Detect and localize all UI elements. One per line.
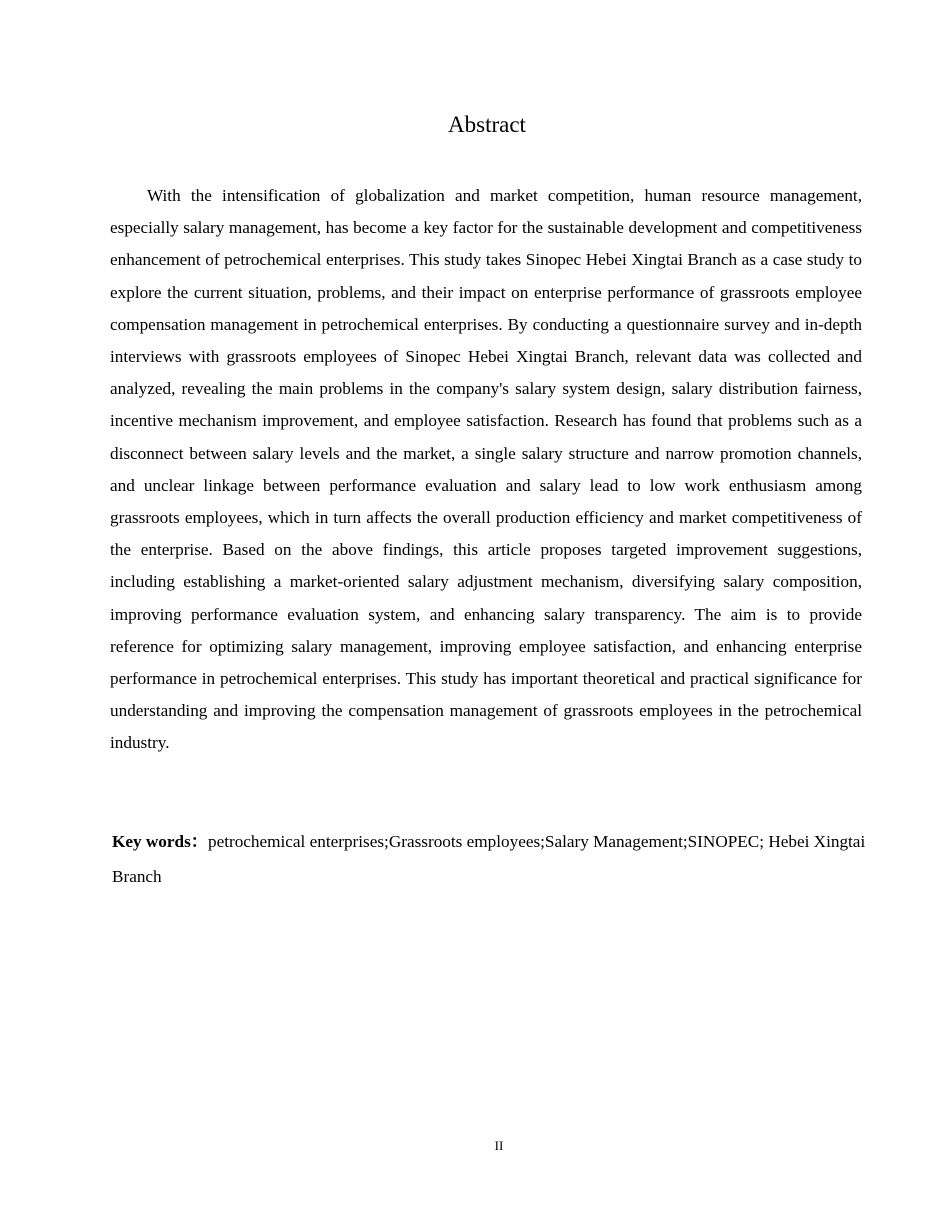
abstract-paragraph: With the intensification of globalization and market competition, human resource management, especially salary management, has become a key factor for the sustainable development and competitiveness enhancement of petrochemical enterprises. This study takes Sinopec Hebei Xingtai Branch as a case study to explore the current situation, problems, and their impact on enterprise performance of grassroots employee compensation management in petrochemical enterprises. By conducting a questionnaire survey and in-depth interviews with grassroots employees of Sinopec Hebei Xingtai Branch, relevant data was collected and analyzed, revealing the main problems in the company's salary system design, salary distribution fairness, incentive mechanism improvement, and employee satisfaction. Research has found that problems such as a disconnect between salary levels and the market, a single salary structure and narrow promotion channels, and unclear linkage between performance evaluation and salary lead to low work enthusiasm among grassroots employees, which in turn affects the overall production efficiency and market competitiveness of the enterprise. Based on the above findings, this article proposes targeted improvement suggestions, including establishing a market-oriented salary adjustment mechanism, diversifying salary composition, improving performance evaluation system, and enhancing salary transparency. The aim is to provide reference for optimizing salary management, improving employee satisfaction, and enhancing enterprise performance in petrochemical enterprises. This study has important theoretical and practical significance for understanding and improving the compensation management of grassroots employees in the petrochemical industry. — [110, 186, 862, 753]
abstract-title: Abstract — [448, 112, 526, 137]
keywords-list: petrochemical enterprises;Grassroots employees;Salary Management;SINOPEC; Hebei Xingtai Branch — [112, 832, 866, 886]
page-number: II — [494, 1138, 504, 1153]
keywords-line — [112, 824, 872, 894]
keywords-label: Key words： — [112, 832, 208, 851]
